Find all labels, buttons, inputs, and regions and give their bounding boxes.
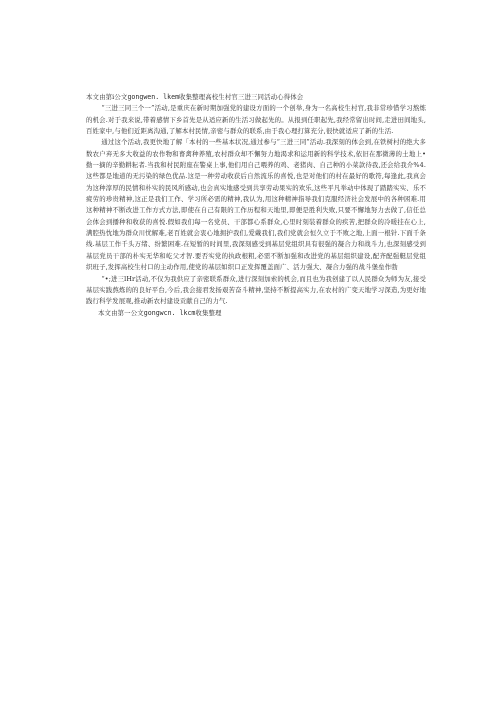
footer-prefix: 本文由第一公文 [98, 308, 144, 317]
document-body [86, 92, 426, 319]
header-prefix: 本文由第i公文 [86, 93, 128, 101]
document-header-line [86, 92, 426, 103]
header-brand: gongwen. lkem [127, 93, 180, 101]
paragraph-body: 通过这个活动,我更快地了解「本村的一些基本状况,通过参与“三进三同”活动.我深刻的体会到,在铁树村的绝大多数农户弃无多大收益的农作物和畜禽种养殖,农村群众却不懈努力地渴求和运用新的科学技术,依旧在那微薄的土地上•勤一摘的辛勤耕耘者.当我和村民附座在警桌上事,他们用自己喂养的鸡、老猪肉、自己种的小菜款待我,还会给我介%4.这些都是地道的无污染的绿色优品.这是一种劳动收获后自然流乐的喜悦,也是对他们的村在最好的歌符,每逢此,我真会为这种淳厚的民情和朴实的民风所感动,也会真实地感受到共享劳动果实的欢乐,这些平凡举动中体现了踏踏实实、乐不疲劳的珍贵精神,这正是我们工作、学习所必需的精神,我认为,用这种精神指导我们克服经济社会发展中的各种困难.用这种精神不断改进工作方式方法,即使在自己有限的工作历程和天地里,即便是胜利失败,只要不懈地努力去做了,信任总会体会到播种和收获的喜悦.假如我们每一名党员、干部都心系群众,心里时刻装着群众的疾苦,把群众的冷暖挂在心上,满腔热忱地为群众川忧解难,老百姓就会衷心地拥护我们,爱戴我们,我们党就会恒久立于不败之地,上面一根针.下面千条线.基层工作千头万绪、纷繁困难.在短暂的时间里,我深刻感受到基层党组织具有很强的凝合力和战斗力,也深刻感受到基层党员干部的朴实无华和屹父才智.要否实党的执政根粗,必需不断加强和改进党的基层组织建设,配齐配强艇层党组织班子,发挥高校生村口的主动作用,使党的基层如织口正发挥覆盖面广、活力强大、凝合力强的战斗堡垒作勃 [86, 138, 426, 272]
paragraph-intro: “三进三同三个一”活动,是重庆在新时期加强党的建设方面的一个创举,身为一名高校生村官,我非常珍惜学习熬炼的机会.对于我来说,带着感情下乡首先是从适应新的生活习做起先的。从报到任职起先,我经常留出时间,走进田间地头,百姓家中,与他们近距离沟通,了解本村民情,亲密与群众的联系,由于我心理打算充分,很快就适应了新的生活. [86, 104, 426, 136]
paragraph-closing: “•;进三lHr活动,不仅为我供应了亲密联系群众,进行深刻加索的机会,而且也为我创建了以人民群众为师为友,接受基层实践熬炼的的良好平台,今后,我会接君发扬艰苦奋斗精神,坚持不断提高实力,在农村的广变天地学习深造,为更好地践行科学发展观,推动新农村建设贡献自己的力气. [86, 274, 426, 306]
footer-suffix: 收集整理 [195, 308, 222, 317]
footer-brand: gongwcn. lkcm [143, 308, 196, 317]
document-footer-line [86, 308, 426, 319]
header-suffix: 收集整理高校生村官三进三同活动心得体会 [179, 93, 304, 101]
